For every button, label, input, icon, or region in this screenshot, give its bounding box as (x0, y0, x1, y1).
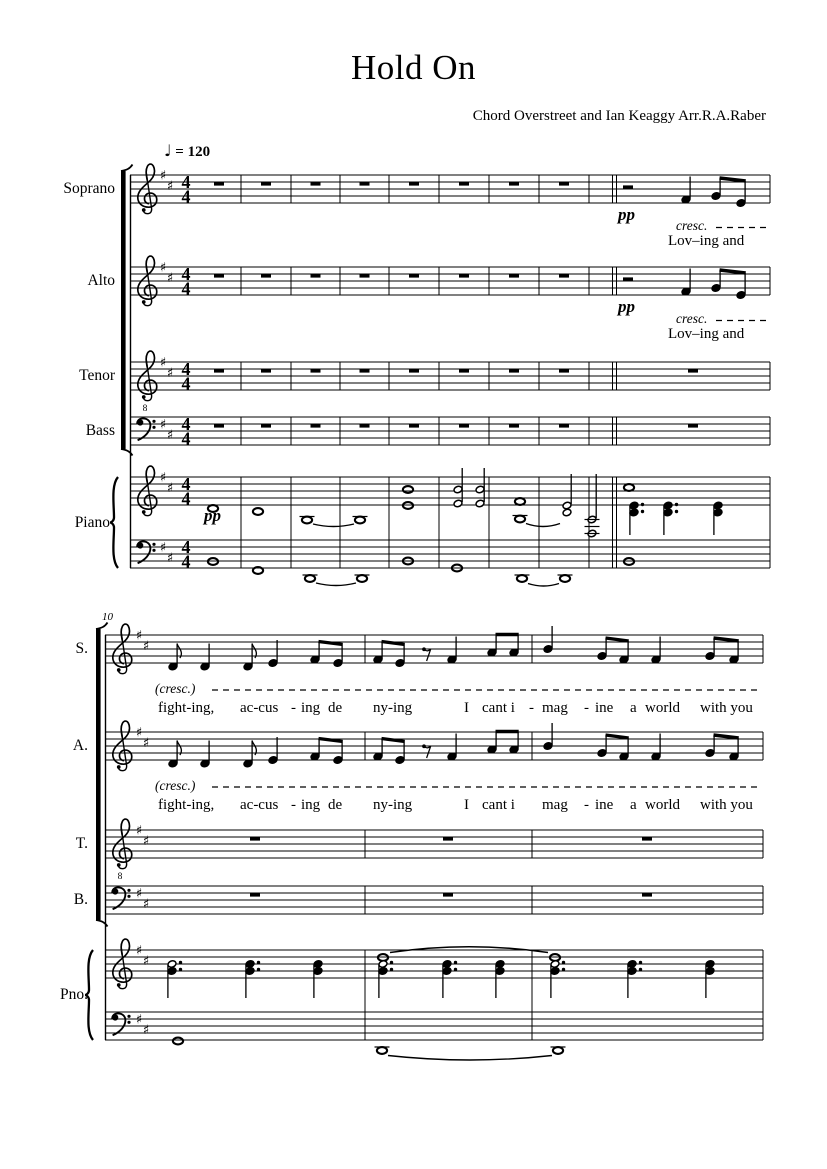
time-signature-bottom: 4 (181, 551, 191, 572)
lyric-syllable: de (328, 700, 343, 716)
lyric-syllable: - (529, 700, 534, 716)
tempo-value: = 120 (175, 144, 211, 160)
tempo-marking (164, 143, 210, 160)
sharp-icon: ♯ (159, 417, 167, 433)
dynamic-pp-alto: pp (618, 297, 635, 316)
staff-label-t: T. (75, 835, 88, 852)
dynamic-pp-piano: pp (204, 506, 221, 525)
quarter-note-icon: ♩ (164, 141, 172, 160)
sharp-icon: ♯ (166, 366, 174, 381)
lyric-syllable: mag (542, 700, 568, 716)
lyric-syllable: ny-ing (373, 797, 413, 813)
lyric-syllable: world (645, 700, 680, 716)
time-signature-bottom: 4 (181, 373, 191, 394)
time-signature-top: 4 (181, 474, 191, 494)
sharp-icon: ♯ (135, 725, 143, 741)
sharp-icon: ♯ (166, 179, 174, 194)
sharp-icon: ♯ (159, 470, 167, 486)
sharp-icon: ♯ (142, 834, 150, 849)
staff-label-soprano: Soprano (63, 180, 115, 197)
sharp-icon: ♯ (135, 943, 143, 959)
lyric-syllable: fight-ing, (158, 700, 215, 716)
lyric-syllable: ine (595, 700, 614, 716)
tenor-clef-eight: 8 (142, 404, 148, 414)
lyric-syllable: ine (595, 797, 614, 813)
lyric-syllable: - (584, 797, 589, 813)
time-signature-bottom: 4 (181, 278, 191, 299)
cresc-text-alto-s2: (cresc.) (155, 778, 196, 793)
lyric-syllable: - (584, 700, 589, 716)
time-signature-bottom: 4 (181, 186, 191, 207)
staff-label-pno: Pno. (60, 986, 88, 1003)
time-signature-top: 4 (181, 264, 191, 284)
cresc-text-soprano: cresc. (676, 218, 708, 233)
lyric-soprano-s1: Lov–ing and (668, 233, 745, 249)
lyric-syllable: with you (700, 700, 753, 716)
time-signature-top: 4 (181, 537, 191, 557)
sharp-icon: ♯ (142, 897, 150, 912)
lyric-syllable: ing (301, 700, 321, 716)
lyric-syllable: a (630, 797, 637, 813)
staff-label-a: A. (72, 737, 88, 754)
sharp-icon: ♯ (166, 271, 174, 286)
sharp-icon: ♯ (159, 540, 167, 556)
page-title: Hold On (350, 48, 477, 87)
lyric-syllable: ing (301, 797, 321, 813)
lyric-syllable: with you (700, 797, 753, 813)
staff-label-alto: Alto (87, 272, 115, 289)
composer-credit: Chord Overstreet and Ian Keaggy Arr.R.A.Raber (472, 108, 766, 124)
measure-number: 10 (102, 611, 113, 623)
lyric-syllable: cant i (482, 797, 515, 813)
sharp-icon: ♯ (142, 954, 150, 969)
sharp-icon: ♯ (135, 1012, 143, 1028)
sharp-icon: ♯ (159, 260, 167, 276)
sharp-icon: ♯ (142, 639, 150, 654)
lyric-syllable: mag (542, 797, 568, 813)
staff-label-s: S. (75, 640, 88, 657)
sharp-icon: ♯ (135, 823, 143, 839)
tenor-clef-eight: 8 (117, 872, 123, 882)
lyric-syllable: ac-cus (240, 700, 279, 716)
lyric-syllable: ac-cus (240, 797, 279, 813)
lyric-syllable: - (291, 797, 296, 813)
time-signature-top: 4 (181, 172, 191, 192)
lyric-syllable: fight-ing, (158, 797, 215, 813)
lyric-syllable: a (630, 700, 637, 716)
sharp-icon: ♯ (166, 428, 174, 443)
time-signature-top: 4 (181, 359, 191, 379)
lyric-syllable: cant i (482, 700, 515, 716)
lyric-syllable: world (645, 797, 680, 813)
time-signature-bottom: 4 (181, 428, 191, 449)
lyric-syllable: - (291, 700, 296, 716)
lyric-syllable: de (328, 797, 343, 813)
lyric-syllable: I (464, 700, 469, 716)
dynamic-pp-soprano: pp (618, 205, 635, 224)
sharp-icon: ♯ (166, 481, 174, 496)
sharp-icon: ♯ (159, 355, 167, 371)
sharp-icon: ♯ (142, 1023, 150, 1038)
staff-label-bass: Bass (85, 422, 115, 439)
staff-label-piano: Piano (74, 514, 110, 531)
sharp-icon: ♯ (166, 551, 174, 566)
cresc-text-soprano-s2: (cresc.) (155, 681, 196, 696)
sharp-icon: ♯ (142, 736, 150, 751)
lyric-syllable: ny-ing (373, 700, 413, 716)
lyric-alto-s1: Lov–ing and (668, 326, 745, 342)
lyric-syllable: I (464, 797, 469, 813)
sharp-icon: ♯ (135, 628, 143, 644)
staff-label-tenor: Tenor (79, 367, 115, 384)
staff-label-b: B. (73, 891, 88, 908)
sharp-icon: ♯ (159, 168, 167, 184)
sharp-icon: ♯ (135, 886, 143, 902)
cresc-text-alto: cresc. (676, 311, 708, 326)
time-signature-top: 4 (181, 414, 191, 434)
time-signature-bottom: 4 (181, 488, 191, 509)
